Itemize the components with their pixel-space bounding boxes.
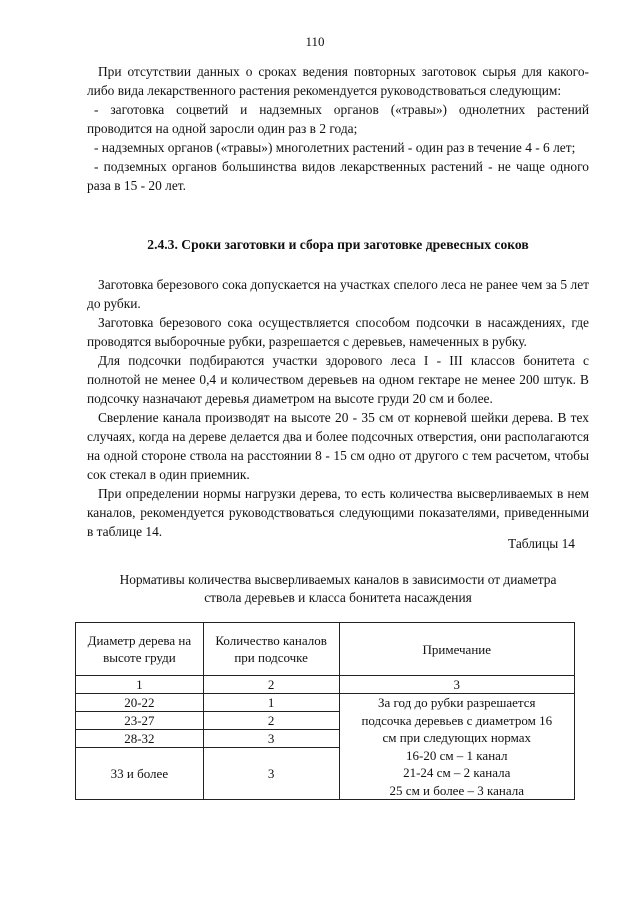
page-number: 110 bbox=[305, 34, 325, 49]
note-line: 16-20 см – 1 канал bbox=[405, 747, 508, 763]
paragraph: Заготовка березового сока осуществляется способом подсочки в насаждениях, где проводятся выборочные рубки, разрешается с деревьев, намеченных в рубку. bbox=[87, 315, 589, 349]
note-line: 25 см и более – 3 канала bbox=[389, 782, 524, 798]
paragraph: Для подсочки подбираются участки здорового леса I - III классов бонитета с полнотой не менее 0,4 и количеством деревьев на одном гектаре не менее 200 штук. В подсочку назначают деревья диаметром на высоте груди 20 см и более. bbox=[87, 353, 589, 406]
note-line: см при следующих нормах bbox=[382, 730, 531, 745]
table-note-cell bbox=[339, 694, 574, 800]
norms-table bbox=[75, 622, 575, 800]
intro-block bbox=[87, 62, 589, 195]
table-cell: 1 bbox=[203, 694, 339, 712]
table-title-line: Нормативы количества высверливаемых каналов в зависимости от диаметра bbox=[119, 572, 557, 587]
table-header-row bbox=[76, 623, 575, 676]
table-cell: 1 bbox=[76, 676, 204, 694]
table-cell: 3 bbox=[339, 676, 574, 694]
paragraph: При определении нормы нагрузки дерева, то есть количества высверливаемых в нем каналов, рекомендуется руководствоваться следующими показателями, приведенными в таблице 14. bbox=[87, 486, 589, 539]
table-title-line: ствола деревьев и класса бонитета насаждения bbox=[204, 590, 472, 605]
table-column-number-row bbox=[76, 676, 575, 694]
paragraph: Сверление канала производят на высоте 20 - 35 см от корневой шейки дерева. В тех случаях, когда на дереве делается два и более подсочных отверстия, они располагаются на одной стороне ствола на расстоянии 8 - 15 см одно от другого с тем расчетом, чтобы сок стекал в один приемник. bbox=[87, 410, 589, 482]
note-line: 21-24 см – 2 канала bbox=[403, 765, 511, 780]
table-title bbox=[87, 571, 589, 607]
table-cell: 33 и более bbox=[76, 748, 204, 800]
table-cell: 20-22 bbox=[76, 694, 204, 712]
table-label: Таблицы 14 bbox=[507, 536, 575, 551]
table-row bbox=[76, 694, 575, 712]
table-cell: 2 bbox=[203, 712, 339, 730]
table-cell: 2 bbox=[203, 676, 339, 694]
table-cell: 28-32 bbox=[76, 730, 204, 748]
list-item: - надземных органов («травы») многолетних растений - один раз в течение 4 - 6 лет; bbox=[94, 140, 576, 155]
note-line: подсочка деревьев с диаметром 16 bbox=[361, 712, 553, 728]
section-body bbox=[87, 275, 589, 541]
table-header-cell: Примечание bbox=[339, 623, 574, 676]
paragraph: При отсутствии данных о сроках ведения повторных заготовок сырья для какого-либо вида лекарственного растения рекомендуется руководствоваться следующим: bbox=[87, 64, 589, 98]
table-cell: 3 bbox=[203, 748, 339, 800]
list-item: - заготовка соцветий и надземных органов («травы») однолетних растений проводится на одной заросли один раз в 2 года; bbox=[87, 102, 589, 136]
table-header-cell: Количество каналов при подсочке bbox=[203, 623, 339, 676]
paragraph: Заготовка березового сока допускается на участках спелого леса не ранее чем за 5 лет до рубки. bbox=[87, 277, 589, 311]
section-heading: 2.4.3. Сроки заготовки и сбора при заготовке древесных соков bbox=[147, 237, 529, 252]
note-line: За год до рубки разрешается bbox=[378, 695, 536, 710]
table-cell: 23-27 bbox=[76, 712, 204, 730]
table-header-cell: Диаметр дерева на высоте груди bbox=[76, 623, 204, 676]
table-cell: 3 bbox=[203, 730, 339, 748]
list-item: - подземных органов большинства видов лекарственных растений - не чаще одного раза в 15 - 20 лет. bbox=[87, 159, 589, 193]
